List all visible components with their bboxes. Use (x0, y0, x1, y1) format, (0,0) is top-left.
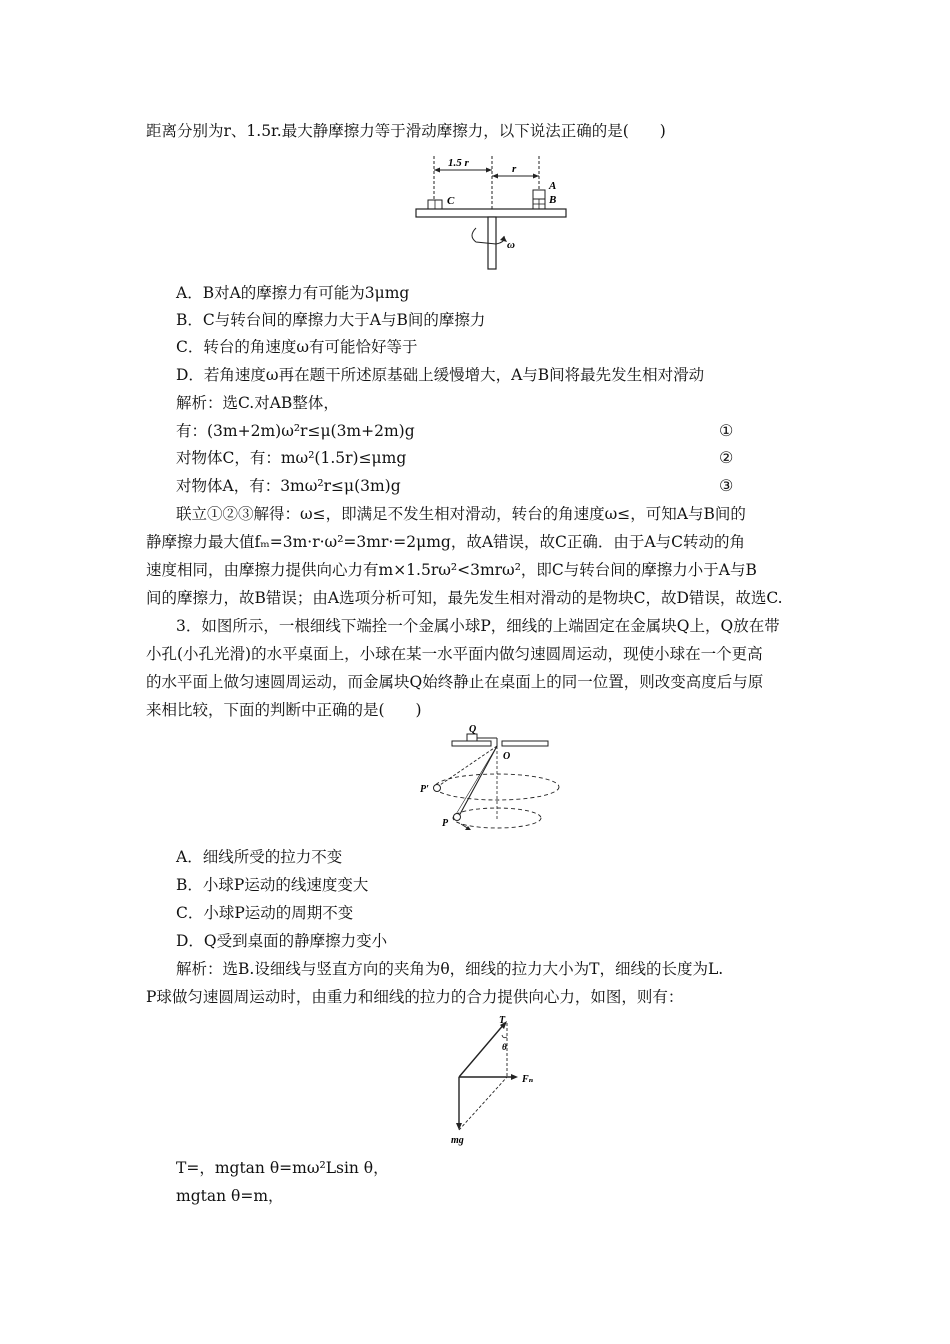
label-C: C (447, 195, 455, 207)
q2-eq2-number: ② (719, 448, 734, 467)
q2-eq3-number: ③ (719, 476, 734, 495)
q2-option-d: D．若角速度ω再在题干所述原基础上缓慢增大，A与B间将最先发生相对滑动 (176, 366, 705, 384)
q2-solution-para-1: 联立①②③解得：ω≤，即满足不发生相对滑动，转台的角速度ω≤，可知A与B间的 (176, 505, 746, 523)
q2-option-c: C．转台的角速度ω有可能恰好等于 (176, 338, 418, 356)
label-B: B (549, 194, 557, 206)
q2-option-a: A．B对A的摩擦力有可能为3μmg (176, 284, 410, 302)
q3-stem-2: 小孔(小孔光滑)的水平桌面上，小球在某一水平面内做匀速圆周运动，现使小球在一个更高 (146, 645, 763, 663)
q2-eq1-number: ① (719, 421, 734, 440)
label-omega: ω (507, 239, 515, 251)
q3-solution-2: P球做匀速圆周运动时，由重力和细线的拉力的合力提供向心力，如图，则有： (146, 988, 684, 1006)
label-theta: θ (502, 1042, 507, 1052)
label-P-prime: P′ (420, 784, 429, 795)
intro-line: 距离分别为r、1.5r.最大静摩擦力等于滑动摩擦力，以下说法正确的是( ) (146, 122, 666, 140)
q3-option-d: D．Q受到桌面的静摩擦力变小 (176, 932, 388, 950)
q2-solution-head: 解析：选C.对AB整体， (176, 394, 339, 412)
label-T: T (499, 1015, 506, 1026)
label-Q: Q (469, 725, 477, 735)
turntable-figure (412, 152, 572, 272)
q3-stem-1: 3．如图所示，一根细线下端拴一个金属小球P，细线的上端固定在金属块Q上，Q放在带 (176, 617, 780, 635)
final-eq-1: T=，mgtan θ=mω²Lsin θ， (176, 1159, 389, 1177)
label-O: O (503, 751, 511, 762)
label-1-5r: 1.5 r (448, 157, 469, 169)
q3-option-c: C．小球P运动的周期不变 (176, 904, 354, 922)
q3-solution-1: 解析：选B.设细线与竖直方向的夹角为θ，细线的拉力大小为T，细线的长度为L. (176, 960, 724, 978)
q3-stem-4: 来相比较，下面的判断中正确的是( ) (146, 701, 422, 719)
q3-option-a: A．细线所受的拉力不变 (176, 848, 343, 866)
q3-stem-3: 的水平面上做匀速圆周运动，而金属块Q始终静止在桌面上的同一位置，则改变高度后与原 (146, 673, 764, 691)
label-Fn: Fₙ (522, 1074, 534, 1085)
q3-option-b: B．小球P运动的线速度变大 (176, 876, 369, 894)
label-P: P (442, 818, 449, 829)
label-A: A (549, 180, 557, 192)
q2-option-b: B．C与转台间的摩擦力大于A与B间的摩擦力 (176, 311, 486, 329)
q2-solution-para-4: 间的摩擦力，故B错误；由A选项分析可知，最先发生相对滑动的是物块C，故D错误，故选C. (146, 589, 783, 607)
label-r: r (512, 163, 517, 175)
q2-solution-para-3: 速度相同，由摩擦力提供向心力有m×1.5rω²<3mrω²，即C与转台间的摩擦力小于A与B (146, 561, 757, 579)
q2-solution-para-2: 静摩擦力最大值fₘ=3m·r·ω²=3mr·=2μmg，故A错误，故C正确．由于A与C转动的角 (146, 533, 745, 551)
label-mg: mg (451, 1135, 464, 1146)
q2-eq2: 对物体C，有：mω²(1.5r)≤μmg (176, 449, 407, 467)
q2-eq1: 有：(3m+2m)ω²r≤μ(3m+2m)g (176, 422, 415, 440)
final-eq-2: mgtan θ=m， (176, 1187, 284, 1205)
q2-eq3: 对物体A，有：3mω²r≤μ(3m)g (176, 477, 401, 495)
pendulum-figure (415, 725, 565, 835)
force-diagram (445, 1015, 545, 1150)
